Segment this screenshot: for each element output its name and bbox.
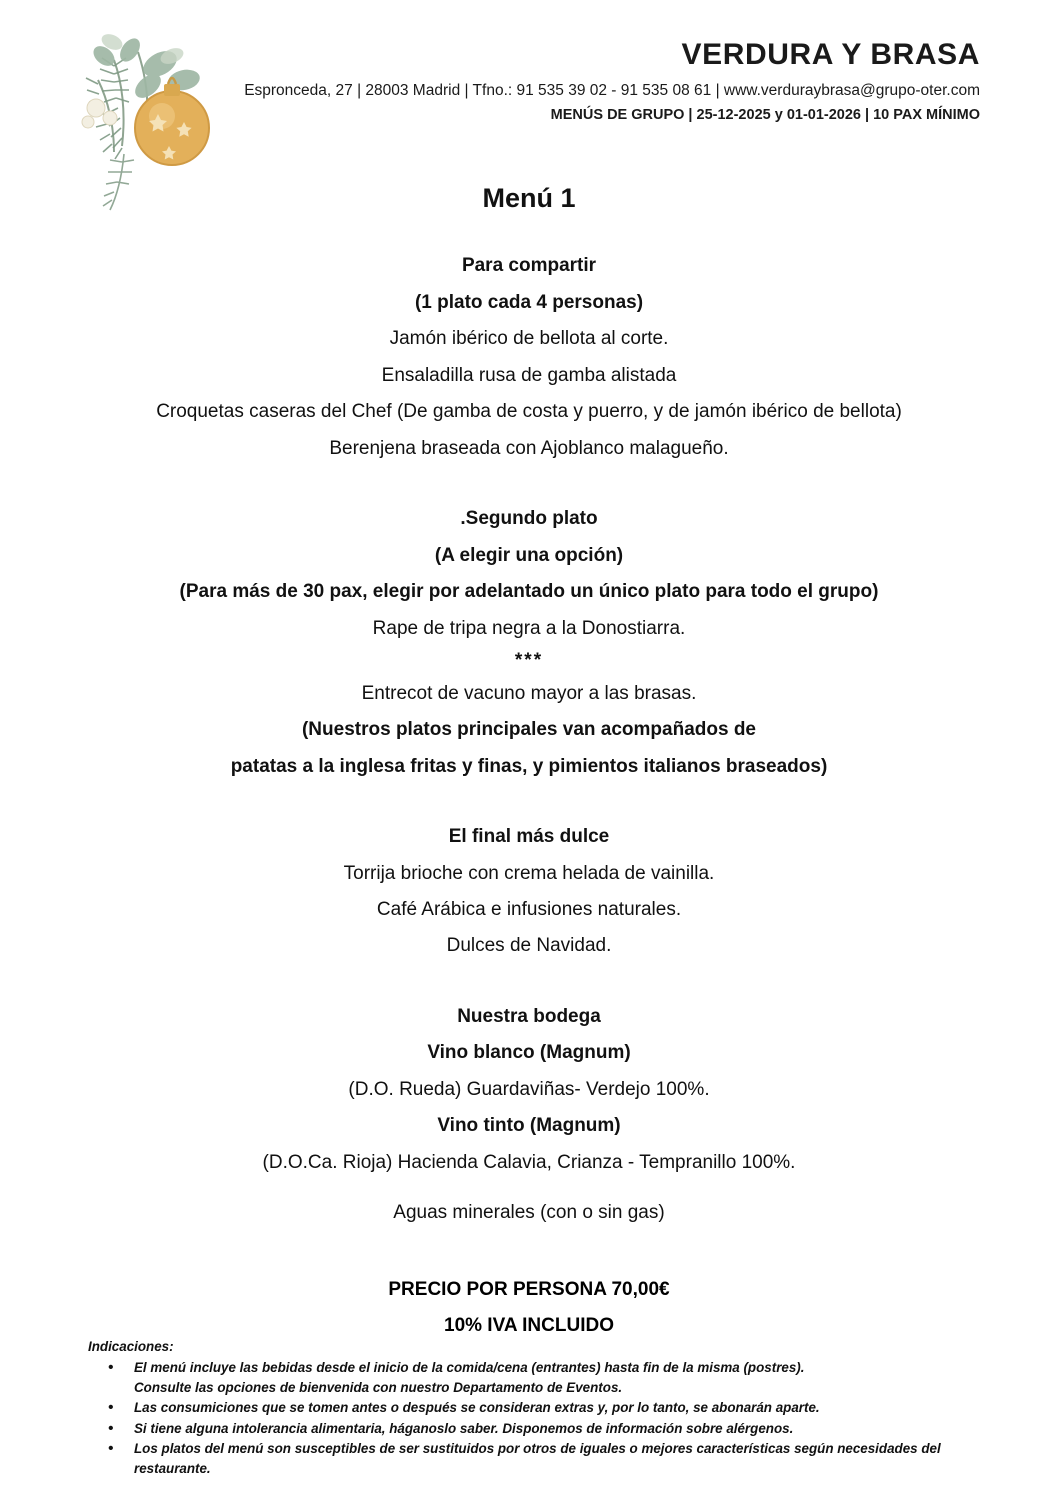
option-separator: ***	[514, 650, 544, 672]
note-text: El menú incluye las bebidas desde el inicio de la comida/cena (entrantes) hasta fin de la misma (postres).	[134, 1360, 805, 1376]
dish-option-1: Rape de tripa negra a la Donostiarra.	[372, 617, 686, 639]
dessert-item: Café Arábica e infusiones naturales.	[376, 899, 682, 921]
white-wine-detail: (D.O. Rueda) Guardaviñas- Verdejo 100%.	[348, 1078, 710, 1100]
section-subheading: (1 plato cada 4 personas)	[414, 291, 644, 313]
notes-title: Indicaciones:	[88, 1338, 174, 1354]
section-heading: Para compartir	[461, 255, 597, 277]
note-item: • Los platos del menú son susceptibles de ser sustituidos por otros de iguales o mejores características según necesidades del restaurante.	[134, 1439, 984, 1478]
footer-notes	[88, 1337, 984, 1479]
price-per-person: PRECIO POR PERSONA 70,00€	[388, 1278, 670, 1300]
white-wine-label: Vino blanco (Magnum)	[427, 1042, 631, 1064]
dish-option-2: Entrecot de vacuno mayor a las brasas.	[361, 682, 697, 704]
group-menus-info: MENÚS DE GRUPO | 25-12-2025 y 01-01-2026 | 10 PAX MÍNIMO	[550, 106, 980, 123]
note-item: • Las consumiciones que se tomen antes o después se consideran extras y, por lo tanto, se abonarán aparte.	[134, 1398, 984, 1417]
spacer	[0, 1181, 1058, 1195]
red-wine-label: Vino tinto (Magnum)	[437, 1115, 621, 1137]
note-subtext: Consulte las opciones de bienvenida con nuestro Departamento de Eventos.	[134, 1379, 623, 1395]
dish-item: Ensaladilla rusa de gamba alistada	[381, 364, 677, 386]
notes-list	[88, 1358, 984, 1478]
section-heading: .Segundo plato	[460, 508, 598, 530]
section-segundo-plato	[0, 501, 1058, 785]
note-item: • Si tiene alguna intolerancia alimentaria, háganoslo saber. Disponemos de información sobre alérgenos.	[134, 1419, 984, 1438]
section-bodega	[0, 999, 1058, 1232]
section-postres	[0, 819, 1058, 965]
vat-included: 10% IVA INCLUIDO	[444, 1314, 614, 1336]
section-note: (Para más de 30 pax, elegir por adelantado un único plato para todo el grupo)	[179, 581, 879, 603]
brand-title: VERDURA Y BRASA	[681, 38, 980, 71]
section-subheading: (A elegir una opción)	[434, 544, 624, 566]
section-para-compartir	[0, 248, 1058, 467]
document-header	[0, 0, 1058, 125]
dessert-item: Dulces de Navidad.	[446, 935, 612, 957]
section-heading: Nuestra bodega	[457, 1005, 601, 1027]
dish-item: Croquetas caseras del Chef (De gamba de costa y puerro, y de jamón ibérico de bellota)	[156, 401, 902, 423]
page-title: Menú 1	[482, 183, 576, 214]
brand-address: Espronceda, 27 | 28003 Madrid | Tfno.: 91 535 39 02 - 91 535 08 61 | www.verduraybrasa@grupo-oter.com	[244, 82, 980, 99]
water-line: Aguas minerales (con o sin gas)	[393, 1202, 665, 1224]
section-heading: El final más dulce	[448, 826, 610, 848]
dish-item: Berenjena braseada con Ajoblanco malagueño.	[329, 437, 729, 459]
dessert-item: Torrija brioche con crema helada de vainilla.	[343, 862, 715, 884]
price-block	[0, 1272, 1058, 1344]
garnish-note-line-2: patatas a la inglesa fritas y finas, y pimientos italianos braseados)	[230, 755, 828, 777]
dish-item: Jamón ibérico de bellota al corte.	[389, 328, 669, 350]
note-item	[134, 1358, 984, 1397]
red-wine-detail: (D.O.Ca. Rioja) Hacienda Calavia, Crianza - Tempranillo 100%.	[262, 1151, 796, 1173]
garnish-note-line-1: (Nuestros platos principales van acompañados de	[301, 719, 756, 741]
